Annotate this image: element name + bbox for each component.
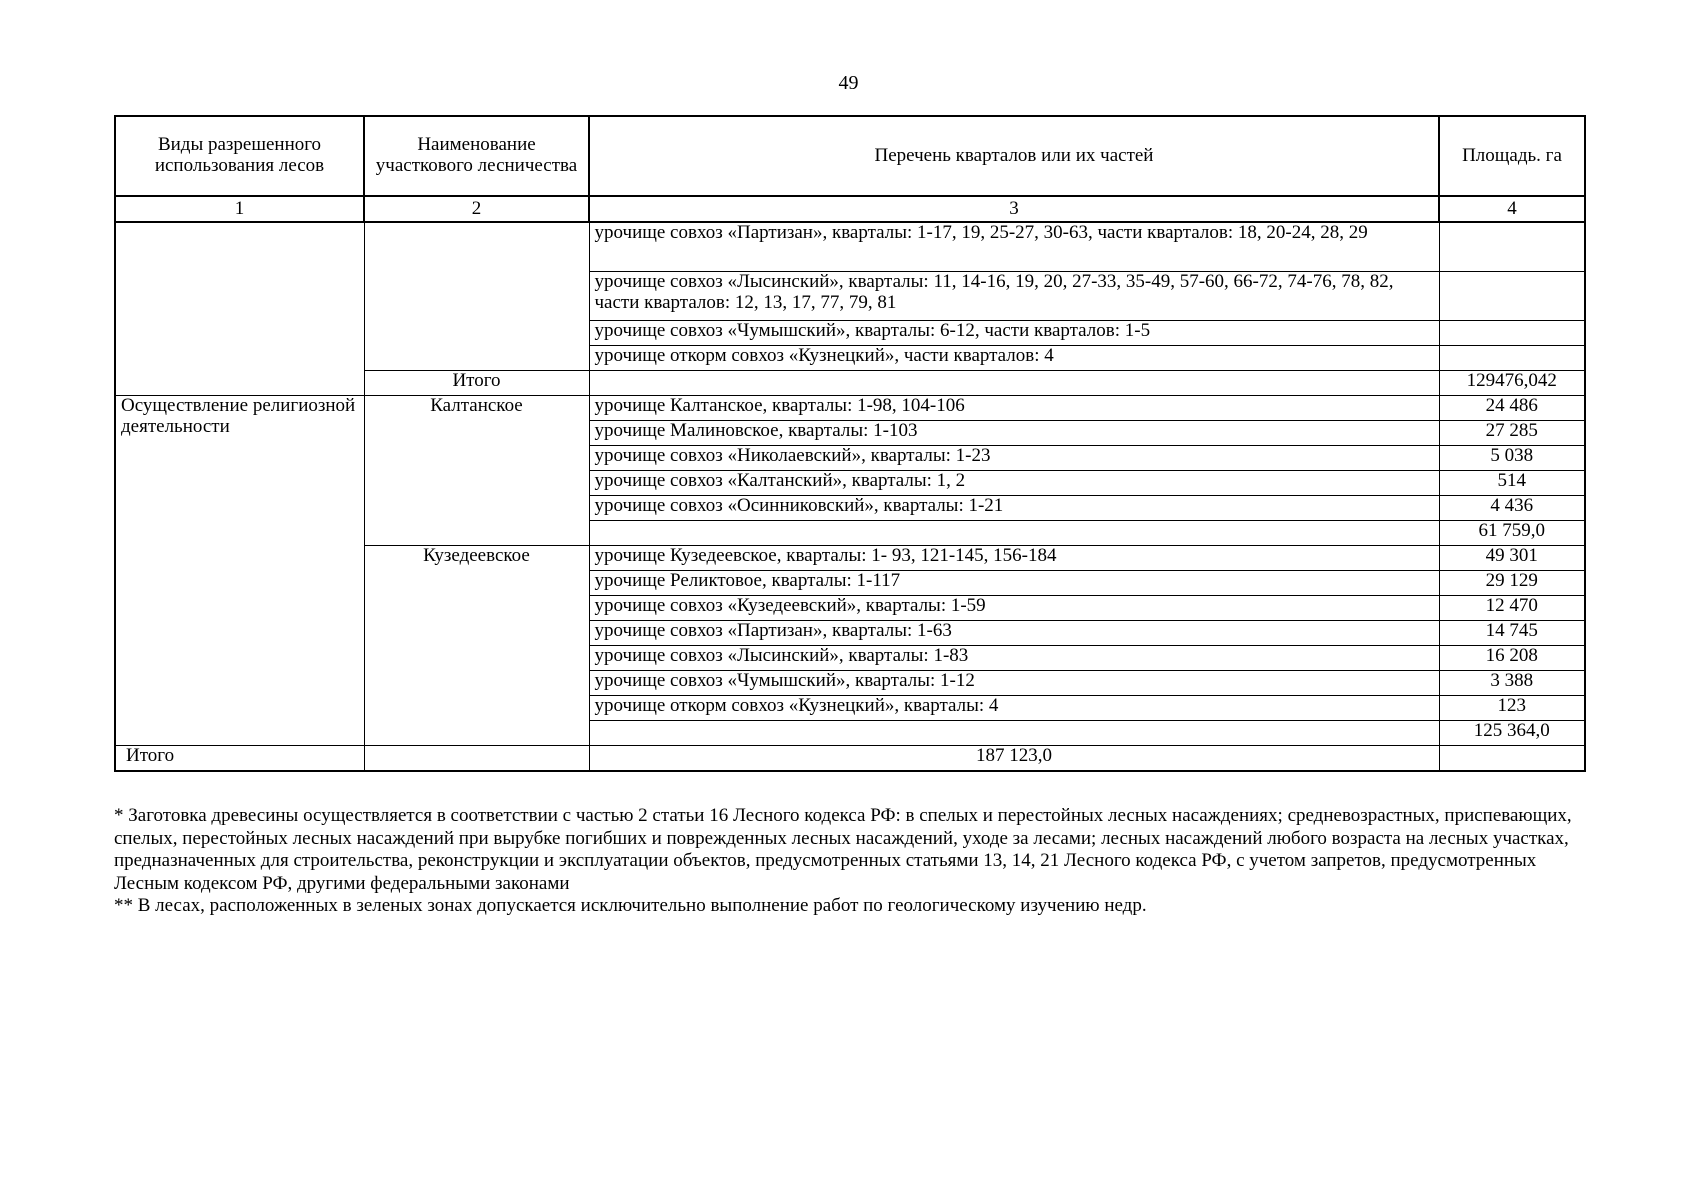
total-row bbox=[115, 746, 1585, 772]
area-cell: 5 038 bbox=[1439, 446, 1585, 471]
column-number: 3 bbox=[589, 196, 1439, 222]
area-cell: 27 285 bbox=[1439, 421, 1585, 446]
area-cell: 4 436 bbox=[1439, 496, 1585, 521]
area-cell: 24 486 bbox=[1439, 396, 1585, 421]
quarters-cell: урочище Малиновское, кварталы: 1-103 bbox=[589, 421, 1439, 446]
table-row bbox=[115, 222, 1585, 272]
area-cell bbox=[1439, 222, 1585, 272]
area-cell bbox=[1439, 272, 1585, 321]
footnote-1: * Заготовка древесины осуществляется в соответствии с частью 2 статьи 16 Лесного кодекса РФ: в спелых и перестойных лесных насаждениях; средневозрастных, приспевающих, спелых, перестойных лесных насаждений при вырубке погибших и поврежденных лесных насаждений, уходе за лесами; лесных насаждений любого возраста на лесных участках, предназначенных для строительства, реконструкции и эксплуатации объектов, предусмотренных статьями 13, 14, 21 Лесного кодекса РФ, с учетом запретов, предусмотренных Лесным кодексом РФ, другими федеральными законами bbox=[114, 805, 1572, 894]
header-quarters-list: Перечень кварталов или их частей bbox=[589, 116, 1439, 196]
footnotes bbox=[114, 805, 1594, 918]
quarters-cell: урочище совхоз «Лысинский», кварталы: 11, 14-16, 19, 20, 27-33, 35-49, 57-60, 66-72, 74-76, 78, 82, части кварталов: 12, 13, 17, 77, 79, 81 bbox=[589, 272, 1439, 321]
quarters-cell: урочище совхоз «Лысинский», кварталы: 1-83 bbox=[589, 646, 1439, 671]
page-number: 49 bbox=[838, 72, 859, 94]
quarters-cell bbox=[589, 521, 1439, 546]
area-cell bbox=[1439, 321, 1585, 346]
area-cell: 3 388 bbox=[1439, 671, 1585, 696]
column-number: 1 bbox=[115, 196, 364, 222]
forestry-cell bbox=[364, 222, 589, 371]
area-cell: 49 301 bbox=[1439, 546, 1585, 571]
use-type-cell bbox=[115, 222, 364, 396]
forestry-name-cell: Калтанское bbox=[364, 396, 589, 546]
area-cell bbox=[1439, 346, 1585, 371]
quarters-cell bbox=[589, 371, 1439, 396]
quarters-cell: урочище совхоз «Николаевский», кварталы: 1-23 bbox=[589, 446, 1439, 471]
subtotal-area: 125 364,0 bbox=[1439, 721, 1585, 746]
quarters-cell: урочище совхоз «Партизан», кварталы: 1-17, 19, 25-27, 30-63, части кварталов: 18, 20-24, 28, 29 bbox=[589, 222, 1439, 272]
column-number: 4 bbox=[1439, 196, 1585, 222]
quarters-cell: урочище откорм совхоз «Кузнецкий», кварталы: 4 bbox=[589, 696, 1439, 721]
quarters-cell: урочище Калтанское, кварталы: 1-98, 104-106 bbox=[589, 396, 1439, 421]
header-use-type: Виды разрешенного использования лесов bbox=[115, 116, 364, 196]
area-cell: 29 129 bbox=[1439, 571, 1585, 596]
forest-use-table bbox=[114, 115, 1586, 772]
quarters-cell: урочище Кузедеевское, кварталы: 1- 93, 121-145, 156-184 bbox=[589, 546, 1439, 571]
quarters-cell bbox=[589, 721, 1439, 746]
quarters-cell: урочище совхоз «Чумышский», кварталы: 1-12 bbox=[589, 671, 1439, 696]
quarters-cell: урочище Реликтовое, кварталы: 1-117 bbox=[589, 571, 1439, 596]
forestry-name-cell: Кузедеевское bbox=[364, 546, 589, 746]
quarters-cell: урочище откорм совхоз «Кузнецкий», части кварталов: 4 bbox=[589, 346, 1439, 371]
quarters-cell: урочище совхоз «Партизан», кварталы: 1-63 bbox=[589, 621, 1439, 646]
area-cell: 12 470 bbox=[1439, 596, 1585, 621]
column-number: 2 bbox=[364, 196, 589, 222]
subtotal-area: 61 759,0 bbox=[1439, 521, 1585, 546]
total-area: 187 123,0 bbox=[589, 746, 1439, 772]
quarters-cell bbox=[364, 746, 589, 772]
table-row bbox=[115, 396, 1585, 421]
quarters-cell: урочище совхоз «Осинниковский», кварталы: 1-21 bbox=[589, 496, 1439, 521]
total-label: Итого bbox=[364, 371, 589, 396]
total-area: 129476,042 bbox=[1439, 371, 1585, 396]
quarters-cell: урочище совхоз «Чумышский», кварталы: 6-12, части кварталов: 1-5 bbox=[589, 321, 1439, 346]
area-cell: 14 745 bbox=[1439, 621, 1585, 646]
table-header-row bbox=[115, 116, 1585, 196]
area-cell: 123 bbox=[1439, 696, 1585, 721]
area-cell: 514 bbox=[1439, 471, 1585, 496]
header-area: Площадь. га bbox=[1439, 116, 1585, 196]
quarters-cell: урочище совхоз «Калтанский», кварталы: 1, 2 bbox=[589, 471, 1439, 496]
total-label: Итого bbox=[115, 746, 364, 772]
header-forestry-name: Наименование участкового лесничества bbox=[364, 116, 589, 196]
column-numbers-row bbox=[115, 196, 1585, 222]
area-cell: 16 208 bbox=[1439, 646, 1585, 671]
footnote-2: ** В лесах, расположенных в зеленых зонах допускается исключительно выполнение работ по геологическому изучению недр. bbox=[114, 895, 1147, 916]
quarters-cell: урочище совхоз «Кузедеевский», кварталы: 1-59 bbox=[589, 596, 1439, 621]
use-type-cell: Осуществление религиозной деятельности bbox=[115, 396, 364, 746]
